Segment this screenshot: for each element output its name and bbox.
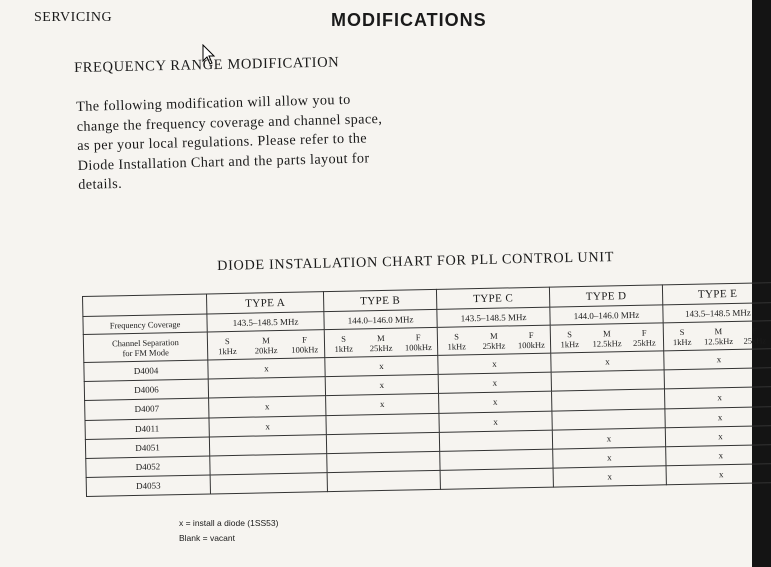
install-mark: x bbox=[553, 447, 666, 468]
install-mark: x bbox=[552, 428, 665, 449]
install-mark: x bbox=[438, 372, 551, 393]
channel-label-line: Channel Separation bbox=[111, 336, 179, 348]
mode-letter: S bbox=[567, 328, 572, 339]
diode-chart bbox=[82, 282, 771, 497]
install-mark bbox=[551, 370, 664, 391]
install-mark: x bbox=[439, 391, 552, 412]
install-mark bbox=[552, 408, 665, 429]
spacing-value: 100kHz bbox=[404, 341, 432, 353]
diode-label: D4004 bbox=[84, 360, 208, 382]
install-mark: x bbox=[209, 415, 326, 437]
install-mark bbox=[326, 413, 439, 434]
spacing-value: 25kHz bbox=[369, 342, 393, 353]
install-mark bbox=[327, 451, 440, 472]
spacing-value: 25kHz bbox=[482, 340, 506, 351]
mode-letter: S bbox=[454, 330, 460, 342]
install-mark: x bbox=[664, 387, 771, 408]
spacing-value: 1kHz bbox=[560, 338, 580, 349]
mode-letter: S bbox=[341, 333, 347, 344]
install-mark bbox=[440, 468, 553, 489]
mode-letter: F bbox=[752, 324, 758, 336]
frequency-label: Frequency Coverage bbox=[83, 314, 207, 334]
spacing-value: 12.5kHz bbox=[592, 337, 622, 349]
install-mark: x bbox=[664, 349, 771, 370]
paragraph-line: Diode Installation Chart and the parts layout for bbox=[77, 149, 370, 174]
install-mark: x bbox=[208, 358, 325, 380]
coverage-cell: 144.0–146.0 MHz bbox=[324, 309, 437, 329]
install-mark: x bbox=[665, 406, 771, 427]
paragraph-line: change the frequency coverage and channel space, bbox=[76, 110, 383, 135]
spacing-value: 20kHz bbox=[254, 344, 278, 356]
spacing-value: 100kHz bbox=[291, 343, 319, 355]
coverage-cell: 144.0–146.0 MHz bbox=[550, 305, 663, 325]
channel-label-line: for FM Mode bbox=[122, 346, 169, 358]
type-header: TYPE E bbox=[662, 283, 771, 305]
type-header: TYPE B bbox=[323, 289, 436, 311]
install-mark: x bbox=[325, 375, 438, 396]
diode-label: D4007 bbox=[85, 398, 209, 420]
chart-title: DIODE INSTALLATION CHART FOR PLL CONTROL UNIT bbox=[217, 248, 615, 274]
mode-letter: F bbox=[528, 329, 534, 340]
install-mark: x bbox=[665, 425, 771, 446]
install-mark: x bbox=[553, 466, 666, 487]
install-mark bbox=[327, 470, 440, 491]
install-mark bbox=[664, 368, 771, 389]
mode-letter: M bbox=[262, 334, 270, 345]
spacing-value: 1kHz bbox=[672, 336, 692, 347]
install-mark: x bbox=[439, 411, 552, 432]
intro-paragraph bbox=[76, 89, 408, 195]
install-mark bbox=[210, 473, 327, 495]
diode-label: D4006 bbox=[84, 379, 208, 401]
mode-letter: F bbox=[415, 331, 421, 342]
spacing-value: 1kHz bbox=[447, 340, 467, 352]
paragraph-line: The following modification will allow you to bbox=[76, 91, 351, 115]
spacing-value: 1kHz bbox=[218, 345, 237, 356]
channel-label bbox=[83, 332, 208, 362]
spacing-value: 1kHz bbox=[334, 343, 354, 354]
coverage-cell: 143.5–148.5 MHz bbox=[207, 312, 324, 332]
diode-table bbox=[82, 282, 771, 497]
install-mark bbox=[210, 454, 327, 476]
section-label: SERVICING bbox=[34, 10, 113, 25]
spacing-value: 100kHz bbox=[517, 339, 545, 350]
install-mark: x bbox=[209, 396, 326, 418]
type-header: TYPE A bbox=[206, 292, 323, 314]
diode-label: D4051 bbox=[85, 437, 209, 459]
separation-cell bbox=[663, 321, 771, 351]
type-header: TYPE D bbox=[549, 285, 662, 307]
mode-letter: M bbox=[376, 332, 385, 343]
paragraph-line: details. bbox=[78, 175, 123, 193]
install-mark: x bbox=[326, 394, 439, 415]
mode-letter: F bbox=[641, 327, 647, 338]
install-mark: x bbox=[551, 351, 664, 372]
coverage-cell: 143.5–148.5 MHz bbox=[663, 303, 771, 323]
install-mark bbox=[552, 389, 665, 410]
separation-cell bbox=[550, 323, 664, 353]
mode-letter: S bbox=[224, 335, 230, 346]
diode-label: D4053 bbox=[86, 475, 210, 497]
install-mark: x bbox=[666, 464, 771, 485]
diode-label: D4052 bbox=[86, 456, 210, 478]
type-header: TYPE C bbox=[436, 287, 549, 309]
spacing-value: 12.5kHz bbox=[703, 335, 734, 347]
install-mark bbox=[326, 432, 439, 453]
legend-install: x = install a diode (1SS53) bbox=[179, 518, 279, 528]
separation-cell bbox=[207, 330, 325, 360]
legend-blank: Blank = vacant bbox=[179, 532, 235, 543]
mode-letter: S bbox=[679, 326, 685, 337]
install-mark bbox=[440, 449, 553, 470]
page-title: MODIFICATIONS bbox=[331, 10, 487, 30]
paragraph-line: as per your local regulations. Please refer to the bbox=[77, 130, 368, 154]
spacing-value: 25kHz bbox=[743, 334, 767, 346]
separation-cell bbox=[437, 325, 551, 355]
install-mark: x bbox=[325, 355, 438, 376]
separation-cell bbox=[324, 327, 438, 357]
install-mark bbox=[439, 430, 552, 451]
install-mark: x bbox=[666, 445, 771, 466]
mode-letter: M bbox=[489, 330, 498, 341]
install-mark: x bbox=[438, 353, 551, 374]
install-mark bbox=[208, 377, 325, 399]
install-mark bbox=[209, 434, 326, 456]
mode-letter: M bbox=[602, 327, 611, 339]
corner-cell bbox=[83, 294, 207, 316]
diode-label: D4011 bbox=[85, 418, 209, 440]
spacing-value: 25kHz bbox=[632, 336, 656, 348]
mode-letter: M bbox=[714, 325, 723, 336]
mode-letter: F bbox=[302, 333, 308, 345]
coverage-cell: 143.5–148.5 MHz bbox=[437, 307, 550, 327]
subheading: FREQUENCY RANGE MODIFICATION bbox=[74, 54, 340, 76]
legend bbox=[179, 516, 278, 545]
